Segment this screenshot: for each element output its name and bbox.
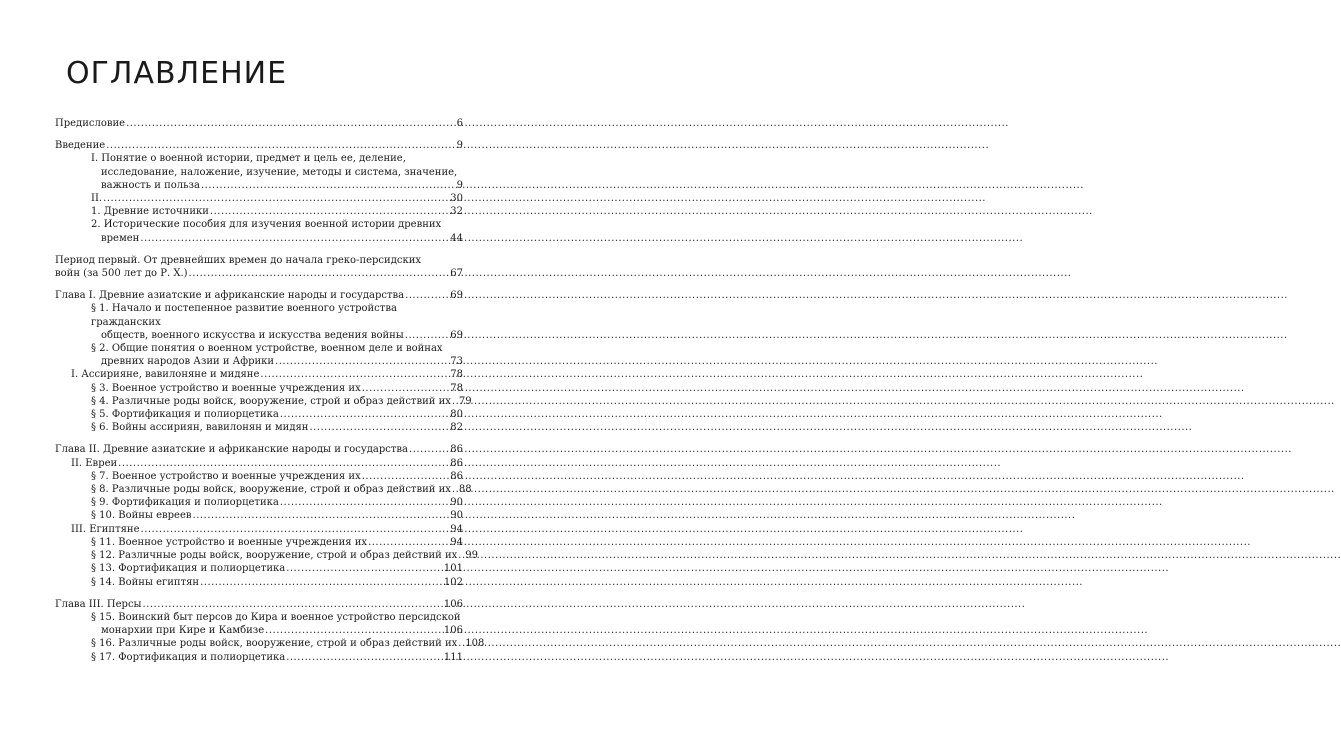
toc-entry-page: 94: [450, 536, 463, 548]
leader-dots: [210, 205, 449, 218]
leader-dots: [126, 117, 456, 130]
toc-entry-text: § 3. Военное устройство и военные учреждения их: [91, 382, 361, 394]
toc-entry-text: § 7. Военное устройство и военные учреждения их: [91, 470, 361, 482]
toc-entry-section-7[interactable]: [91, 470, 463, 483]
leader-dots: [189, 267, 450, 280]
toc-entry-jews[interactable]: [71, 457, 463, 470]
leader-dots: [280, 496, 449, 509]
toc-entry-page: 78: [450, 382, 463, 394]
toc-entry-text: Глава I. Древние азиатские и африканские народы и государства: [55, 290, 405, 302]
toc-entry-text: § 11. Военное устройство и военные учреждения их: [91, 536, 368, 548]
toc-entry-page: 80: [450, 409, 463, 421]
toc-entry-section-6[interactable]: [91, 421, 463, 434]
toc-entry-page: 90: [450, 510, 463, 522]
toc-entry-section-9[interactable]: [91, 496, 463, 509]
toc-entry-text: обществ, военного искусства и искусства ведения войны: [101, 329, 404, 341]
leader-dots: [140, 232, 449, 245]
toc-entry-section-14[interactable]: [91, 576, 463, 589]
toc-entry-text: § 16. Различные роды войск, вооружение, строй и образ действий их: [91, 638, 458, 650]
toc-entry-page: 69: [450, 329, 463, 341]
toc-entry-section-2[interactable]: [91, 342, 463, 368]
toc-entry-page: 106: [443, 598, 463, 610]
toc-entry-page: 9: [456, 140, 463, 152]
toc-entry-page: 67: [450, 268, 463, 280]
leader-dots: [275, 355, 449, 368]
toc-entry-page: 86: [450, 444, 463, 456]
leader-dots: [309, 421, 449, 434]
toc-entry-page: 30: [450, 193, 463, 205]
toc-entry-preface[interactable]: [55, 117, 463, 130]
toc-entry-page: 44: [450, 232, 463, 244]
toc-entry-section-11[interactable]: [91, 536, 463, 549]
toc-entry-section-13[interactable]: [91, 562, 463, 575]
toc-entry-text: монархии при Кире и Камбизе: [101, 625, 265, 637]
toc-entry-text: 1. Древние источники: [91, 206, 209, 218]
toc-entry-page: 99: [465, 550, 479, 562]
leader-dots: [260, 368, 449, 381]
toc-entry-text: § 13. Фортификация и полиорцетика: [91, 563, 286, 575]
leader-dots: [405, 289, 449, 302]
toc-entry-historical-aids[interactable]: [91, 218, 463, 244]
toc-entry-section-4[interactable]: [91, 395, 472, 408]
toc-entry-page: 6: [456, 118, 463, 129]
leader-dots: [458, 549, 464, 562]
toc-entry-text: III. Египтяне: [71, 523, 140, 535]
toc-entry-page: 69: [450, 290, 463, 302]
leader-dots: [286, 562, 443, 575]
leader-dots: [118, 457, 449, 470]
toc-entry-page: 94: [450, 523, 463, 535]
toc-entry-text: § 8. Различные роды войск, вооружение, строй и образ действий их: [91, 484, 451, 496]
toc-entry-page: 79: [458, 395, 472, 407]
toc-entry-text-start: § 2. Общие понятия о военном устройстве, военном деле и войнах: [91, 343, 443, 355]
toc-entry-page: 101: [443, 563, 463, 575]
toc-entry-page: 88: [458, 484, 472, 496]
toc-entry-text: Глава III. Персы: [55, 598, 142, 610]
toc-entry-section-1[interactable]: [91, 302, 463, 342]
toc-entry-text: § 9. Фортификация и полиорцетика: [91, 497, 279, 509]
leader-dots: [362, 470, 450, 483]
toc-entry-text: Введение: [55, 140, 106, 152]
leader-dots: [458, 637, 464, 650]
toc-entry-text: войн (за 500 лет до Р. Х.): [55, 268, 188, 280]
toc-entry-page: 90: [450, 497, 463, 509]
leader-dots: [452, 395, 458, 408]
toc-entry-text: § 6. Войны ассириян, вавилонян и мидян: [91, 422, 309, 434]
toc-entry-military-history-concept[interactable]: [91, 152, 463, 192]
toc-entry-page: 86: [450, 457, 463, 469]
toc-entry-ancient-sources[interactable]: [91, 205, 463, 218]
toc-entry-text: § 4. Различные роды войск, вооружение, строй и образ действий их: [91, 395, 451, 407]
leader-dots: [368, 536, 449, 549]
toc-entry-text: важность и польза: [101, 179, 200, 191]
toc-entry-introduction[interactable]: [55, 139, 463, 152]
toc-entry-page: 32: [450, 206, 463, 218]
toc-entry-text: § 12. Различные роды войск, вооружение, строй и образ действий их: [91, 550, 458, 562]
leader-dots: [265, 624, 443, 637]
toc-entry-part-ii[interactable]: [91, 192, 463, 205]
leader-dots: [200, 576, 443, 589]
leader-dots: [103, 192, 449, 205]
toc-entry-section-5[interactable]: [91, 408, 463, 421]
toc-entry-page: 9: [456, 179, 463, 191]
toc-entry-text: древних народов Азии и Африки: [101, 356, 275, 368]
leader-dots: [106, 139, 455, 152]
leader-dots: [362, 382, 450, 395]
toc-entry-section-12[interactable]: [91, 549, 479, 562]
toc-entry-text-start: Период первый. От древнейших времен до начала греко-персидских: [55, 254, 422, 266]
toc-entry-chapter-3[interactable]: [55, 598, 463, 611]
toc-entry-page: 108: [465, 638, 485, 650]
table-of-contents: [55, 117, 485, 664]
toc-entry-text: § 17. Фортификация и полиорцетика: [91, 651, 286, 663]
toc-entry-page: 73: [450, 356, 463, 368]
leader-dots: [141, 523, 450, 536]
toc-entry-section-3[interactable]: [91, 382, 463, 395]
toc-entry-text: II.: [91, 193, 103, 205]
toc-entry-text: Глава II. Древние азиатские и африканские народы и государства: [55, 444, 409, 456]
toc-entry-text-start: 2. Исторические пособия для изучения военной истории древних: [91, 219, 442, 231]
leader-dots: [143, 598, 443, 611]
toc-entry-chapter-1[interactable]: [55, 289, 463, 302]
leader-dots: [409, 443, 449, 456]
toc-entry-text: § 14. Войны египтян: [91, 576, 200, 588]
leader-dots: [201, 179, 456, 192]
toc-entry-section-15[interactable]: [91, 611, 463, 637]
leader-dots: [280, 408, 449, 421]
toc-entry-text: времен: [101, 232, 140, 244]
toc-entry-page: 102: [443, 576, 463, 588]
toc-entry-assyrians[interactable]: [71, 368, 463, 381]
toc-entry-section-16[interactable]: [91, 637, 485, 650]
leader-dots: [452, 483, 458, 496]
toc-entry-page: 82: [450, 422, 463, 434]
leader-dots: [193, 509, 450, 522]
toc-entry-text: II. Евреи: [71, 457, 118, 469]
toc-entry-section-17[interactable]: [91, 651, 463, 664]
toc-entry-section-10[interactable]: [91, 509, 463, 522]
toc-entry-page: 86: [450, 470, 463, 482]
toc-entry-text: § 10. Войны евреев: [91, 510, 192, 522]
toc-entry-period-one[interactable]: [55, 254, 463, 280]
toc-entry-text: I. Ассирияне, вавилоняне и мидяне: [71, 369, 260, 381]
toc-entry-page: 111: [443, 651, 463, 663]
toc-entry-page: 106: [443, 625, 463, 637]
toc-entry-chapter-2[interactable]: [55, 443, 463, 456]
leader-dots: [286, 651, 443, 664]
toc-entry-text-start: § 15. Воинский быт персов до Кира и военное устройство персидской: [91, 611, 461, 623]
toc-entry-text-start: I. Понятие о военной истории, предмет и цель ее, деление, исследование, наложение, изучение, методы и система, значение,: [91, 153, 458, 178]
page-title: ОГЛАВЛЕНИЕ: [66, 56, 288, 91]
leader-dots: [405, 329, 450, 342]
toc-entry-text: Предисловие: [55, 118, 126, 129]
toc-entry-section-8[interactable]: [91, 483, 472, 496]
toc-entry-text-start: § 1. Начало и постепенное развитие военного устройства гражданских: [91, 303, 397, 328]
toc-entry-page: 78: [450, 369, 463, 381]
toc-entry-egyptians[interactable]: [71, 523, 463, 536]
toc-entry-text: § 5. Фортификация и полиорцетика: [91, 409, 279, 421]
